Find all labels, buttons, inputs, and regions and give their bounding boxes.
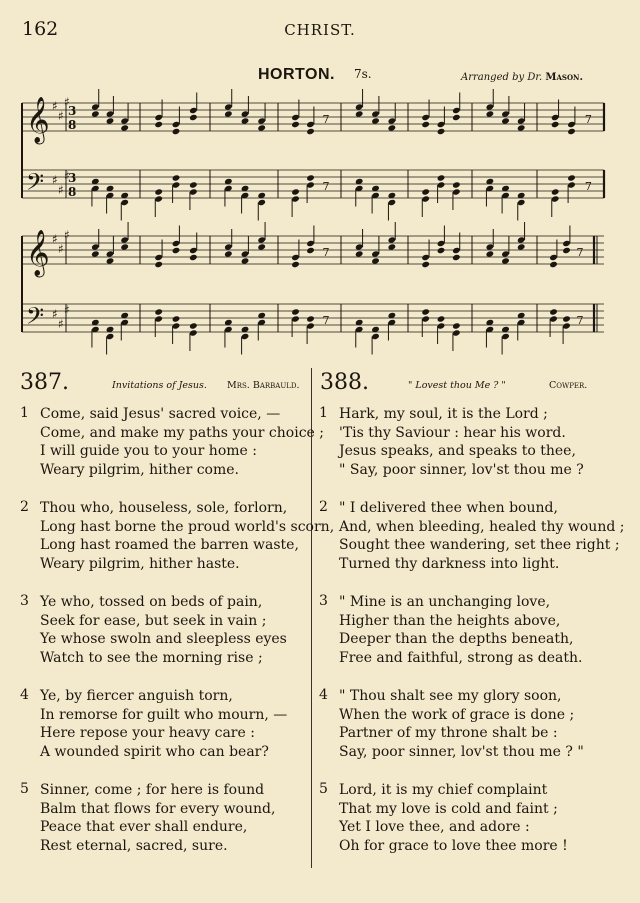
verse xyxy=(20,781,310,875)
tune-name: HORTON. xyxy=(258,66,335,83)
verse-number: 3 xyxy=(319,593,328,609)
verse-line: Peace that ever shall endure, xyxy=(40,819,248,835)
note-head xyxy=(501,257,510,264)
verse-line: I will guide you to your home : xyxy=(40,443,257,459)
verse-line: And, when bleeding, healed thy wound ; xyxy=(339,518,625,535)
note-head xyxy=(452,181,461,188)
column-divider xyxy=(311,368,312,868)
verse-number: 1 xyxy=(319,405,328,421)
treble-clef-icon: 𝄞 xyxy=(26,97,50,143)
note-head xyxy=(437,315,446,322)
verse-number: 3 xyxy=(20,593,29,609)
verse-line: 'Tis thy Saviour : hear his word. xyxy=(339,424,566,441)
tune-meter: 7s. xyxy=(354,67,372,81)
sharp-icon: ♯ xyxy=(64,228,70,242)
sharp-icon: ♯ xyxy=(58,183,64,197)
verse xyxy=(20,593,310,687)
note-head xyxy=(172,315,181,322)
note-head xyxy=(91,110,100,117)
verse xyxy=(319,687,619,781)
verse-line: Balm that flows for every wound, xyxy=(40,800,276,817)
verse-line: Rest eternal, sacred, sure. xyxy=(40,837,228,854)
verse xyxy=(319,593,619,687)
rest-icon: 7 xyxy=(584,113,592,126)
verse-line: Thou who, houseless, sole, forlorn, xyxy=(40,500,288,516)
note-head xyxy=(257,243,266,250)
rest-icon: 7 xyxy=(584,180,592,193)
verse-line: Ye whose swoln and sleepless eyes xyxy=(40,631,287,647)
note-head xyxy=(452,322,461,329)
note-head xyxy=(172,128,181,135)
hymn-387-verses xyxy=(20,405,335,875)
time-signature: 8 xyxy=(68,118,77,132)
note-head xyxy=(224,110,233,117)
verse-number: 4 xyxy=(319,687,328,703)
sharp-icon: ♯ xyxy=(52,173,58,187)
hymn-author: Mrs. Barbauld. xyxy=(227,380,300,391)
verse-line: Seek for ease, but seek in vain ; xyxy=(40,612,267,629)
note-head xyxy=(154,121,163,128)
verse-number: 2 xyxy=(319,499,328,515)
note-head xyxy=(517,243,526,250)
note-head xyxy=(306,247,315,254)
verse-line: Free and faithful, strong as death. xyxy=(339,649,583,666)
note-head xyxy=(257,124,266,131)
note-head xyxy=(291,121,300,128)
verse-line: Long hast roamed the barren waste, xyxy=(40,537,299,553)
note-head xyxy=(388,124,397,131)
tune-arranger: Arranged by Dr. Mason. xyxy=(461,72,583,83)
note-head xyxy=(421,188,430,195)
verse-line: Higher than the heights above, xyxy=(339,612,561,629)
verse-line: Ye who, tossed on beds of pain, xyxy=(40,594,263,610)
note-head xyxy=(306,174,315,181)
note-head xyxy=(241,117,250,124)
note-head xyxy=(437,128,446,135)
sharp-icon: ♯ xyxy=(52,307,58,321)
verse-line: Turned thy darkness into light. xyxy=(339,555,560,572)
note-head xyxy=(306,315,315,322)
note-head xyxy=(154,261,163,268)
note-head xyxy=(355,110,364,117)
sharp-icon: ♯ xyxy=(52,232,58,246)
note-head xyxy=(517,124,526,131)
verse-line: Jesus speaks, and speaks to thee, xyxy=(339,443,576,459)
sharp-icon: ♯ xyxy=(64,95,70,109)
sharp-icon: ♯ xyxy=(58,242,64,256)
verse-line: " Thou shalt see my glory soon, xyxy=(339,688,562,704)
hymn-author: Cowper. xyxy=(549,380,588,391)
bass-clef-icon: 𝄢 xyxy=(26,168,45,201)
verse xyxy=(319,499,625,593)
verse-line: Partner of my throne shalt be : xyxy=(339,725,558,741)
note-head xyxy=(189,114,198,121)
note-head xyxy=(452,114,461,121)
note-head xyxy=(421,308,430,315)
verse-line: Say, poor sinner, lov'st thou me ? " xyxy=(339,743,584,760)
verse-line: Long hast borne the proud world's scorn, xyxy=(40,518,335,535)
note-head xyxy=(388,243,397,250)
rest-icon: 7 xyxy=(322,180,330,193)
verse-number: 2 xyxy=(20,499,29,515)
sharp-icon: ♯ xyxy=(64,169,70,183)
note-head xyxy=(224,250,233,257)
note-head xyxy=(172,174,181,181)
verse-number: 1 xyxy=(20,405,29,421)
note-head xyxy=(241,257,250,264)
verse xyxy=(20,405,324,499)
verse-line: Oh for grace to love thee more ! xyxy=(339,837,568,854)
verse xyxy=(20,499,335,593)
verse-line: Come, said Jesus' sacred voice, — xyxy=(40,406,281,422)
note-head xyxy=(306,128,315,135)
verse-number: 4 xyxy=(20,687,29,703)
verse-line: Watch to see the morning rise ; xyxy=(40,649,263,666)
rest-icon: 7 xyxy=(322,314,330,327)
note-head xyxy=(551,188,560,195)
verse-line: Sought thee wandering, set thee right ; xyxy=(339,537,620,553)
verse-line: A wounded spirit who can bear? xyxy=(40,743,269,760)
hymn-388-verses xyxy=(319,405,625,875)
verse-line: Deeper than the depths beneath, xyxy=(339,631,574,647)
hymn-subtitle: " Lovest thou Me ? " xyxy=(408,380,506,391)
verse-line: When the work of grace is done ; xyxy=(339,706,575,723)
note-head xyxy=(562,315,571,322)
bass-clef-icon: 𝄢 xyxy=(26,302,45,335)
verse-line: Hark, my soul, it is the Lord ; xyxy=(339,406,548,422)
verse-line: Weary pilgrim, hither haste. xyxy=(40,555,240,572)
note-head xyxy=(106,257,115,264)
time-signature: 3 xyxy=(68,171,77,185)
note-head xyxy=(562,247,571,254)
note-head xyxy=(486,110,495,117)
sharp-icon: ♯ xyxy=(58,317,64,331)
sharp-icon: ♯ xyxy=(52,99,58,113)
music-score xyxy=(0,0,640,360)
note-head xyxy=(486,250,495,257)
note-head xyxy=(154,308,163,315)
time-signature: 3 xyxy=(68,104,77,118)
note-head xyxy=(551,121,560,128)
verse xyxy=(319,405,619,499)
verse-line: Weary pilgrim, hither come. xyxy=(40,461,240,478)
verse-number: 5 xyxy=(319,781,328,797)
verse-line: Yet I love thee, and adore : xyxy=(339,819,530,835)
hymn-388-header xyxy=(320,370,620,396)
note-head xyxy=(154,188,163,195)
rest-icon: 7 xyxy=(576,314,584,327)
verse-line: In remorse for guilt who mourn, — xyxy=(40,706,288,723)
running-title: CHRIST. xyxy=(284,21,356,39)
verse-line: " Say, poor sinner, lov'st thou me ? xyxy=(339,461,584,478)
note-head xyxy=(189,322,198,329)
note-head xyxy=(437,174,446,181)
note-head xyxy=(120,243,129,250)
sharp-icon: ♯ xyxy=(64,303,70,317)
hymn-subtitle: Invitations of Jesus. xyxy=(112,380,207,391)
sharp-icon: ♯ xyxy=(58,109,64,123)
treble-clef-icon: 𝄞 xyxy=(26,230,50,276)
rest-icon: 7 xyxy=(322,113,330,126)
verse-line: " Mine is an unchanging love, xyxy=(339,594,551,610)
note-head xyxy=(567,174,576,181)
note-head xyxy=(452,254,461,261)
note-head xyxy=(120,124,129,131)
rest-icon: 7 xyxy=(322,246,330,259)
note-head xyxy=(501,117,510,124)
note-head xyxy=(371,117,380,124)
note-head xyxy=(371,257,380,264)
verse-line: Ye, by fiercer anguish torn, xyxy=(40,688,233,704)
verse xyxy=(20,687,310,781)
note-head xyxy=(549,261,558,268)
verse xyxy=(319,781,619,875)
page-number: 162 xyxy=(22,18,59,40)
note-head xyxy=(189,181,198,188)
verse-line: Here repose your heavy care : xyxy=(40,725,255,741)
time-signature: 8 xyxy=(68,185,77,199)
hymn-387-header xyxy=(20,370,310,396)
note-head xyxy=(437,247,446,254)
note-head xyxy=(355,250,364,257)
hymn-number: 388. xyxy=(320,370,369,395)
note-head xyxy=(567,128,576,135)
verse-line: Lord, it is my chief complaint xyxy=(339,782,548,798)
note-head xyxy=(421,261,430,268)
verse-number: 5 xyxy=(20,781,29,797)
rest-icon: 7 xyxy=(576,246,584,259)
note-head xyxy=(91,250,100,257)
note-head xyxy=(549,308,558,315)
note-head xyxy=(172,247,181,254)
note-head xyxy=(291,188,300,195)
verse-line: " I delivered thee when bound, xyxy=(339,500,558,516)
note-head xyxy=(421,121,430,128)
hymn-number: 387. xyxy=(20,370,69,395)
verse-line: Sinner, come ; for here is found xyxy=(40,782,265,798)
verse-line: Come, and make my paths your choice ; xyxy=(40,424,324,441)
note-head xyxy=(291,308,300,315)
note-head xyxy=(106,117,115,124)
verse-line: That my love is cold and faint ; xyxy=(339,800,558,817)
note-head xyxy=(189,254,198,261)
note-head xyxy=(291,261,300,268)
